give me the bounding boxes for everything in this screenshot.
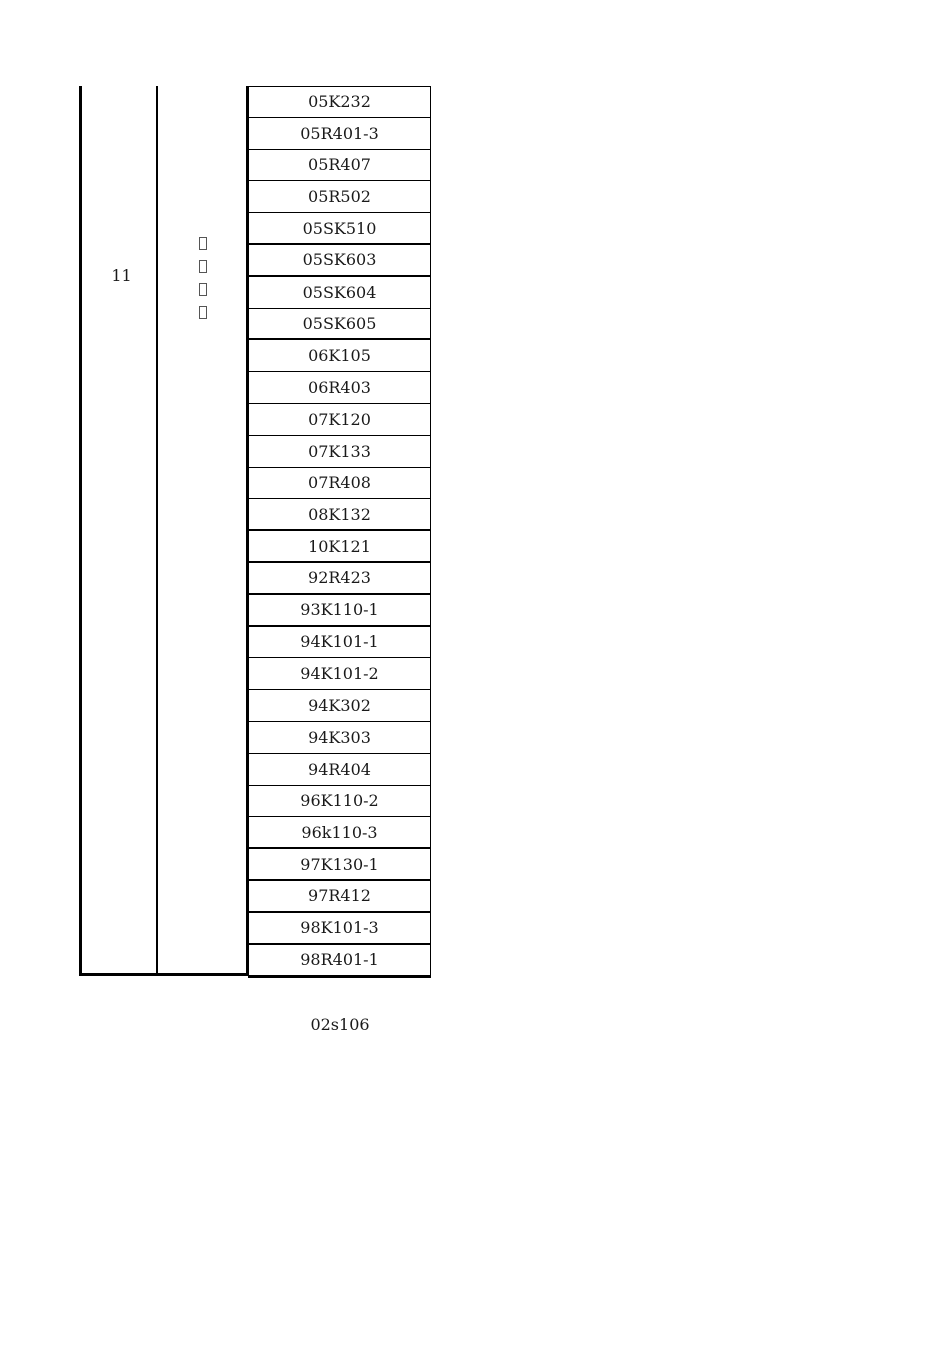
- code-cell: 97R412: [248, 881, 431, 913]
- code-cell: 05SK510: [248, 213, 431, 245]
- code-cell: 06R403: [248, 372, 431, 404]
- code-cell: 07R408: [248, 468, 431, 500]
- code-cell: 98K101-3: [248, 913, 431, 945]
- code-cell: 94R404: [248, 754, 431, 786]
- code-cell: 92R423: [248, 563, 431, 595]
- row-number-cell: [79, 86, 158, 976]
- footer-code: 02s106: [310, 1015, 370, 1034]
- code-column: [248, 86, 431, 978]
- code-cell: 06K105: [248, 340, 431, 372]
- category-label-glyphs: [194, 232, 212, 324]
- code-cell: 10K121: [248, 531, 431, 563]
- row-number: 11: [111, 266, 132, 285]
- missing-glyph-icon: [199, 237, 207, 250]
- spreadsheet-table: [79, 86, 431, 979]
- code-cell: 05R407: [248, 150, 431, 182]
- missing-glyph-icon: [199, 283, 207, 296]
- code-cell: 05K232: [248, 86, 431, 118]
- code-cell: 07K133: [248, 436, 431, 468]
- code-cell: 96K110-2: [248, 786, 431, 818]
- code-cell: 05R401-3: [248, 118, 431, 150]
- code-cell: 05SK603: [248, 245, 431, 277]
- code-cell: 05SK605: [248, 309, 431, 341]
- code-cell: 94K101-2: [248, 658, 431, 690]
- code-cell: 05SK604: [248, 277, 431, 309]
- code-cell: 08K132: [248, 499, 431, 531]
- code-cell: 94K302: [248, 690, 431, 722]
- code-cell: 05R502: [248, 181, 431, 213]
- missing-glyph-icon: [199, 260, 207, 273]
- code-cell: 98R401-1: [248, 945, 431, 977]
- missing-glyph-icon: [199, 306, 207, 319]
- category-cell: [158, 86, 248, 976]
- code-cell: 96k110-3: [248, 817, 431, 849]
- code-cell: 94K303: [248, 722, 431, 754]
- code-cell: 07K120: [248, 404, 431, 436]
- code-cell: 97K130-1: [248, 849, 431, 881]
- code-cell: 93K110-1: [248, 595, 431, 627]
- code-cell: 94K101-1: [248, 627, 431, 659]
